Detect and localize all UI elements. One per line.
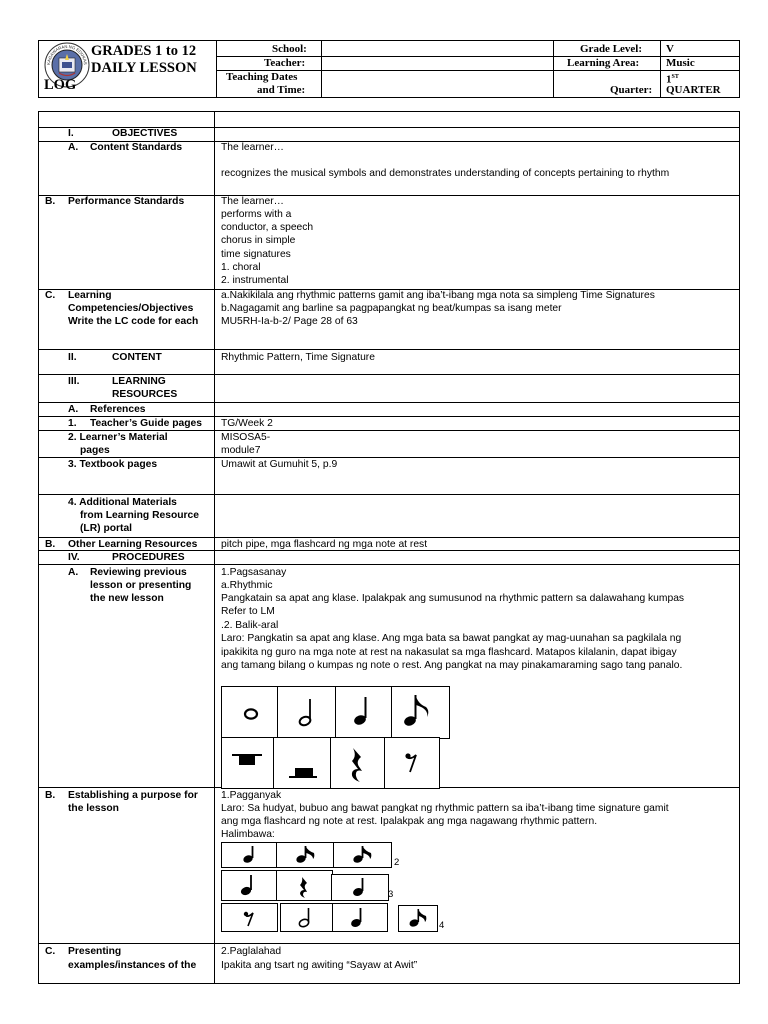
- content-standards-text2: recognizes the musical symbols and demonstrates understanding of concepts pertaining to rhythm: [221, 168, 670, 179]
- flashcard-quarter-note: [335, 686, 393, 739]
- additional-materials-label: 4. Additional Materials: [68, 497, 177, 508]
- quarter-note-icon: [332, 875, 388, 900]
- svg-text:KAGAWARAN NG EDUKASYON: KAGAWARAN NG EDUKAS: [45, 43, 89, 66]
- learning-competencies-letter: C.: [45, 290, 56, 301]
- pattern-eighth-note: [333, 842, 392, 868]
- reviewing-line: Refer to LM: [221, 606, 275, 617]
- presenting-label: examples/instances of the: [68, 960, 197, 971]
- learning-competencies-line: b.Nagagamit ang barline sa pagpapangkat ng beat/kumpas sa isang meter: [221, 303, 562, 314]
- pattern-quarter-note: [221, 842, 278, 868]
- reviewing-line: Pangkatain sa apat ang klase. Ipalakpak ang sumusunod na rhythmic pattern sa dalawahang kumpas: [221, 593, 685, 604]
- performance-standards-line: 1. choral: [221, 262, 261, 273]
- flashcard-half-rest: [273, 737, 332, 789]
- dll-title-line3: LOG: [44, 77, 77, 93]
- flashcard-eighth-rest: [384, 737, 440, 789]
- references-letter: A.: [68, 404, 79, 415]
- reviewing-label: Reviewing previous: [90, 567, 187, 578]
- presenting-line: 2.Paglalahad: [221, 946, 282, 957]
- content-value: Rhythmic Pattern, Time Signature: [221, 352, 375, 363]
- reviewing-letter: A.: [68, 567, 79, 578]
- grade-level-value: V: [666, 43, 674, 55]
- learning-competencies-label: Write the LC code for each: [68, 316, 199, 327]
- half-note-icon: [281, 904, 333, 931]
- performance-standards-line: 2. instrumental: [221, 275, 289, 286]
- flashcard-whole-rest: [221, 737, 275, 789]
- resources-number: III.: [68, 376, 80, 387]
- pattern-half-note: [280, 903, 334, 932]
- purpose-line: Halimbawa:: [221, 829, 275, 840]
- content-number: II.: [68, 352, 77, 363]
- reviewing-line: ipakikita ng guro na mga note at rest na nakasulat sa mga flashcard. Matapos kilalanin, dapat ibigay: [221, 647, 677, 658]
- presenting-label: Presenting: [68, 946, 122, 957]
- performance-standards-letter: B.: [45, 196, 56, 207]
- purpose-line: ang mga flashcard ng note at rest. Ipalakpak ang mga nagawang rhythmic pattern.: [221, 816, 598, 827]
- reviewing-line: ang tamang bilang o kumpas ng note o rest. Ang pangkat na may pinakamaraming sago tang panalo.: [221, 660, 683, 671]
- purpose-letter: B.: [45, 790, 56, 801]
- flashcard-quarter-rest: [330, 737, 386, 789]
- reviewing-line: a.Rhythmic: [221, 580, 273, 591]
- time-label: and Time:: [257, 84, 306, 96]
- performance-standards-line: performs with a: [221, 209, 292, 220]
- reviewing-label: lesson or presenting: [90, 580, 192, 591]
- flashcard-eighth-note: [391, 686, 450, 739]
- content-standards-text1: The learner…: [221, 142, 284, 153]
- pattern-quarter-note: [331, 874, 389, 901]
- pattern-eighth-note: [398, 905, 438, 932]
- content-standards-letter: A.: [68, 142, 79, 153]
- whole-rest-icon: [222, 738, 274, 788]
- learners-material-value: module7: [221, 445, 261, 456]
- eighth-rest-icon: [385, 738, 439, 788]
- content-heading: CONTENT: [112, 352, 162, 363]
- purpose-label: the lesson: [68, 803, 119, 814]
- quarter-note-icon: [336, 687, 392, 738]
- reviewing-line: Laro: Pangkatin sa apat ang klase. Ang mga bata sa bawat pangkat ay mag-uunahan sa pagkilala ng: [221, 633, 682, 644]
- objectives-number: I.: [68, 128, 74, 139]
- learning-competencies-line: a.Nakikilala ang rhythmic patterns gamit ang iba’t-ibang mga nota sa simpleng Time Signatures: [221, 290, 655, 301]
- performance-standards-line: chorus in simple: [221, 235, 296, 246]
- pattern-row-number: 3: [388, 889, 394, 900]
- quarter-value-word: QUARTER: [666, 84, 721, 96]
- quarter-rest-icon: [331, 738, 385, 788]
- eighth-note-icon: [277, 843, 334, 867]
- other-resources-label: Other Learning Resources: [68, 539, 198, 550]
- eighth-note-icon: [399, 906, 437, 931]
- teacher-label: Teacher:: [264, 57, 306, 69]
- other-resources-value: pitch pipe, mga flashcard ng mga note at rest: [221, 539, 428, 550]
- learning-competencies-label: Learning: [68, 290, 112, 301]
- pattern-quarter-rest: [276, 870, 333, 901]
- references-label: References: [90, 404, 146, 415]
- resources-heading: RESOURCES: [112, 389, 178, 400]
- quarter-label: Quarter:: [610, 84, 653, 96]
- objectives-heading: OBJECTIVES: [112, 128, 178, 139]
- teaching-dates-label: Teaching Dates: [226, 71, 298, 83]
- pattern-quarter-note: [221, 870, 278, 901]
- performance-standards-label: Performance Standards: [68, 196, 185, 207]
- quarter-note-icon: [333, 904, 387, 931]
- quarter-rest-icon: [277, 871, 332, 900]
- learning-competencies-code: MU5RH-Ia-b-2/ Page 28 of 63: [221, 316, 358, 327]
- procedures-number: IV.: [68, 552, 80, 563]
- half-rest-icon: [274, 738, 331, 788]
- presenting-letter: C.: [45, 946, 56, 957]
- eighth-rest-icon: [222, 904, 277, 931]
- reviewing-line: .2. Balik-aral: [221, 620, 279, 631]
- reviewing-label: the new lesson: [90, 593, 164, 604]
- additional-materials-label: from Learning Resource: [80, 510, 200, 521]
- flashcard-half-note: [277, 686, 337, 739]
- school-label: School:: [272, 43, 307, 55]
- quarter-note-icon: [222, 843, 277, 867]
- teachers-guide-number: 1.: [68, 418, 77, 429]
- pattern-quarter-note: [332, 903, 388, 932]
- eighth-note-icon: [334, 843, 391, 867]
- purpose-line: Laro: Sa hudyat, bubuo ang bawat pangkat ng rhythmic pattern sa iba’t-ibang time signature gamit: [221, 803, 669, 814]
- learners-material-label: pages: [80, 445, 110, 456]
- textbook-pages-label: 3. Textbook pages: [68, 459, 158, 470]
- learning-competencies-label: Competencies/Objectives: [68, 303, 194, 314]
- resources-heading: LEARNING: [112, 376, 166, 387]
- half-note-icon: [278, 687, 336, 738]
- teachers-guide-value: TG/Week 2: [221, 418, 273, 429]
- quarter-note-icon: [222, 871, 277, 900]
- reviewing-line: 1.Pagsasanay: [221, 567, 287, 578]
- whole-note-icon: [222, 687, 278, 738]
- learning-area-value: Music: [666, 57, 695, 69]
- purpose-label: Establishing a purpose for: [68, 790, 198, 801]
- learners-material-value: MISOSA5-: [221, 432, 271, 443]
- grade-level-label: Grade Level:: [580, 43, 643, 55]
- procedures-heading: PROCEDURES: [112, 552, 185, 563]
- pattern-eighth-rest: [221, 903, 278, 932]
- dll-title-line1: GRADES 1 to 12: [91, 43, 197, 59]
- performance-standards-line: The learner…: [221, 196, 284, 207]
- learners-material-label: 2. Learner’s Material: [68, 432, 168, 443]
- quarter-value-number: 1ST: [666, 73, 679, 86]
- pattern-row-number: 4: [439, 920, 445, 931]
- additional-materials-label: (LR) portal: [80, 523, 133, 534]
- textbook-pages-value: Umawit at Gumuhit 5, p.9: [221, 459, 338, 470]
- other-resources-letter: B.: [45, 539, 56, 550]
- flashcard-whole-note: [221, 686, 279, 739]
- pattern-row-number: 2: [394, 857, 400, 868]
- content-standards-label: Content Standards: [90, 142, 183, 153]
- learning-area-label: Learning Area:: [567, 57, 640, 69]
- teachers-guide-label: Teacher’s Guide pages: [90, 418, 202, 429]
- performance-standards-line: time signatures: [221, 249, 291, 260]
- eighth-note-icon: [392, 687, 449, 738]
- pattern-eighth-note: [276, 842, 335, 868]
- performance-standards-line: conductor, a speech: [221, 222, 314, 233]
- purpose-line: 1.Pagganyak: [221, 790, 282, 801]
- dll-title-line2: DAILY LESSON: [91, 60, 197, 76]
- presenting-line: Ipakita ang tsart ng awiting “Sayaw at Awit”: [221, 960, 418, 971]
